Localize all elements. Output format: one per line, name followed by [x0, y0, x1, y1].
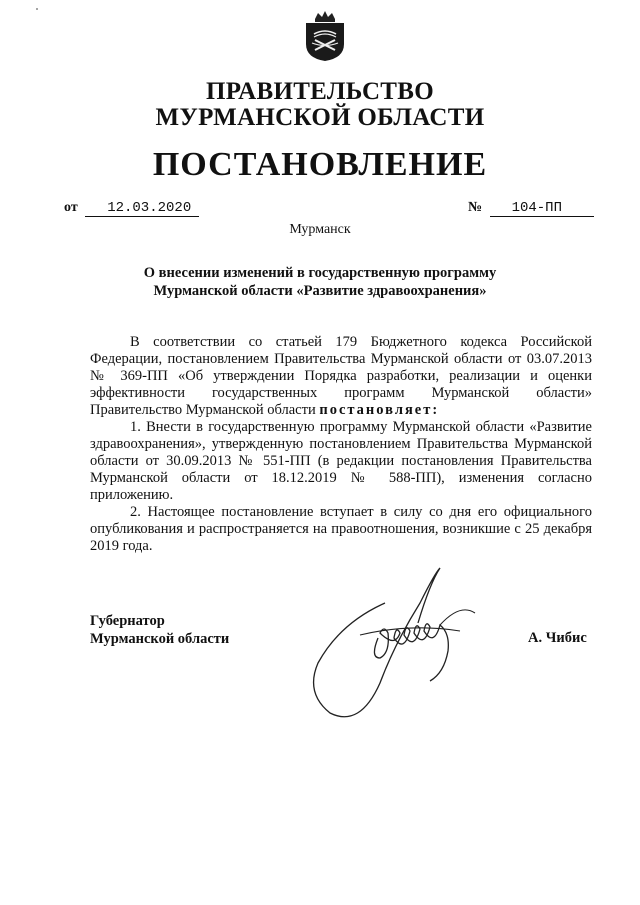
document-body: [90, 334, 592, 555]
date-value: 12.03.2020: [85, 200, 199, 217]
org-name-line2: МУРМАНСКОЙ ОБЛАСТИ: [155, 104, 485, 131]
signatory-title: [90, 612, 229, 648]
subject-line1: О внесении изменений в государственную программу: [143, 265, 497, 281]
signatory-title-line2: Мурманской области: [90, 631, 230, 647]
paragraph-preamble: [90, 334, 592, 419]
document-subject: [0, 264, 640, 300]
resolution-keyword: постановляет:: [319, 402, 440, 418]
paragraph-item-1: 1. Внести в государственную программу Мурманской области «Развитие здравоохранения», утвержденную постановлением Правительства Мурманской области от 30.09.2013 № 551-ПП (в редакции постановления Правительства Мурманской области от 18.12.2019 № 588-ПП), изменения согласно приложению.: [90, 419, 592, 503]
handwritten-signature: [300, 563, 500, 733]
subject-line2: Мурманской области «Развитие здравоохранения»: [153, 283, 487, 299]
date-prefix: от: [64, 200, 78, 215]
preamble-text: В соответствии со статьей 179 Бюджетного кодекса Российской Федерации, постановлением Правительства Мурманской области от 03.07.2013 № 369-ПП «Об утверждении Порядка разработки, реализации и оценки эффективности государственных программ Мурманской области» Правительство Мурманской области: [90, 334, 592, 418]
document-type-title: ПОСТАНОВЛЕНИЕ: [152, 146, 488, 183]
org-name-line1: ПРАВИТЕЛЬСТВО: [206, 78, 434, 105]
coat-of-arms-icon: [303, 10, 347, 62]
signatory-title-line1: Губернатор: [90, 613, 165, 629]
signatory-name: А. Чибис: [528, 630, 587, 646]
number-value: 104-ПП: [490, 200, 594, 217]
scan-speck: [36, 8, 38, 10]
number-prefix: №: [468, 200, 483, 215]
paragraph-item-2: 2. Настоящее постановление вступает в силу со дня его официального опубликования и распространяется на правоотношения, возникшие с 25 декабря 2019 года.: [90, 504, 592, 554]
number-field: [468, 200, 594, 217]
city: Мурманск: [289, 222, 351, 237]
date-field: [64, 200, 199, 217]
